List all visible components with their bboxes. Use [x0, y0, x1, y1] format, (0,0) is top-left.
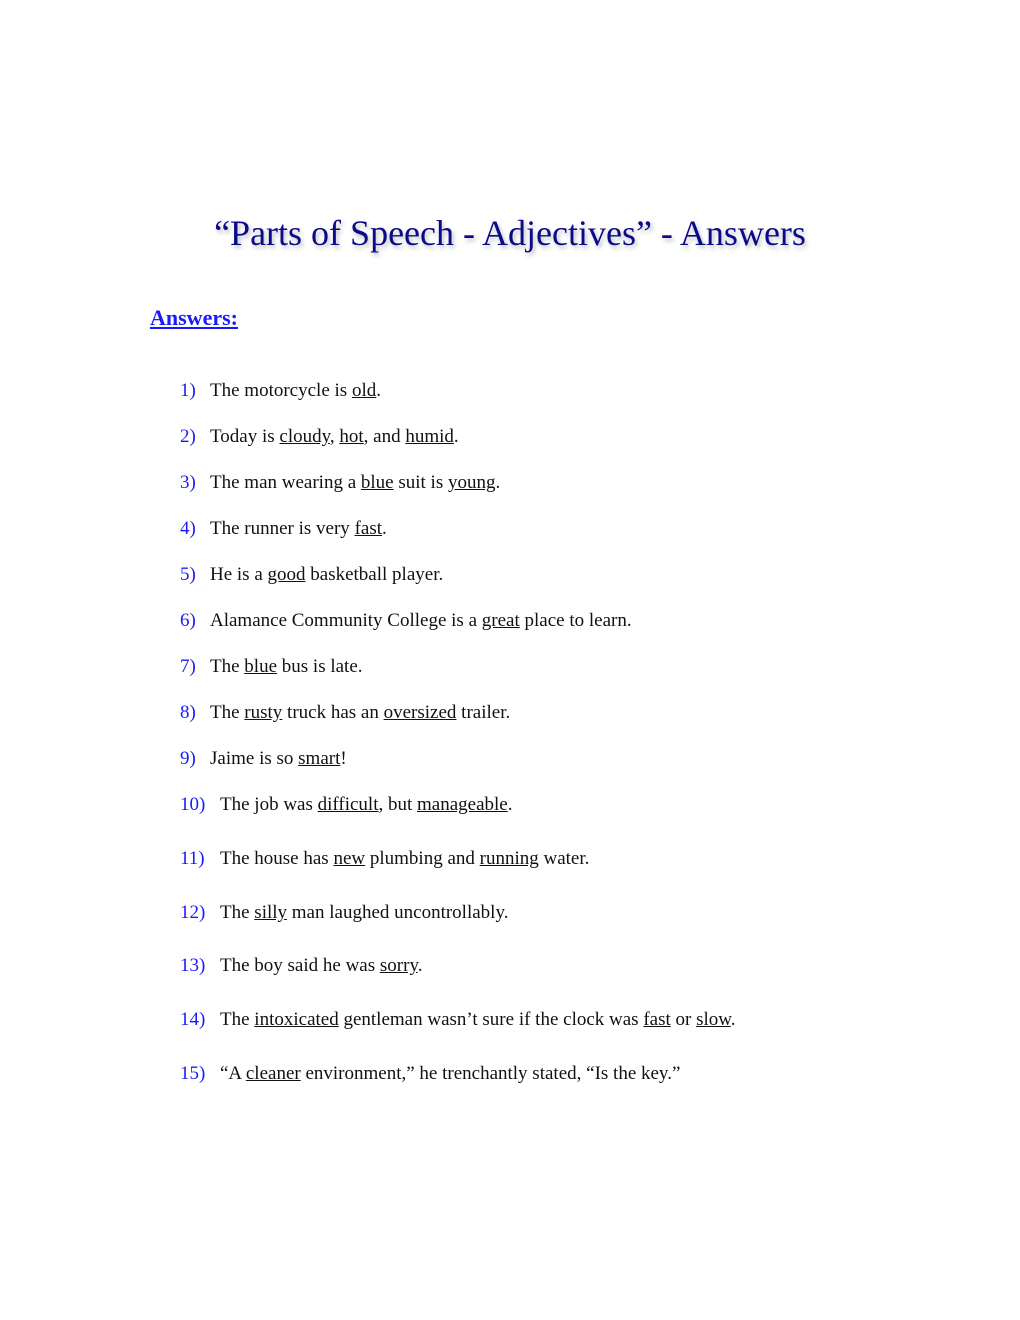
sentence-text: The [220, 902, 255, 923]
adjective-answer: blue [244, 656, 278, 677]
item-number: 8) [180, 702, 196, 723]
sentence-text: The [220, 1009, 255, 1030]
adjective-answer: hot [339, 426, 364, 447]
sentence-text: The [210, 656, 245, 677]
sentence-text: man laughed uncontrollably. [287, 902, 509, 923]
adjective-answer: blue [360, 472, 394, 493]
item-number: 4) [180, 518, 196, 539]
item-number: 12) [180, 902, 206, 923]
sentence-text: . [453, 426, 459, 447]
answer-item [180, 610, 632, 632]
sentence-text: water. [538, 848, 590, 869]
adjective-answer: great [481, 610, 520, 631]
adjective-answer: running [479, 848, 539, 869]
answer-item [180, 518, 387, 540]
sentence-text: . [417, 955, 423, 976]
adjective-answer: slow [696, 1009, 731, 1030]
answers-heading: Answers: [150, 305, 238, 330]
adjective-answer: smart [298, 748, 341, 769]
item-number: 15) [180, 1063, 206, 1084]
answer-item [180, 748, 347, 770]
sentence-text: He is a [210, 564, 268, 585]
sentence-text: . [382, 518, 387, 539]
answer-item [180, 472, 500, 494]
sentence-text: suit is [393, 472, 448, 493]
item-number: 14) [180, 1009, 206, 1030]
sentence-text: . [376, 380, 381, 401]
sentence-text: truck has an [282, 702, 384, 723]
answer-item [180, 848, 589, 870]
sentence-text: . [495, 472, 501, 493]
answer-item [180, 564, 443, 586]
adjective-answer: fast [643, 1009, 671, 1030]
adjective-answer: manageable [417, 794, 508, 815]
adjective-answer: rusty [244, 702, 283, 723]
answer-item [180, 380, 381, 402]
item-number: 6) [180, 610, 196, 631]
item-number: 5) [180, 564, 196, 585]
item-number: 2) [180, 426, 196, 447]
adjective-answer: new [333, 848, 366, 869]
item-number: 10) [180, 794, 206, 815]
sentence-text: basketball player. [305, 564, 444, 585]
sentence-text: plumbing and [365, 848, 480, 869]
sentence-text: bus is late. [277, 656, 363, 677]
sentence-text: The house has [220, 848, 334, 869]
sentence-text: Alamance Community College is a [210, 610, 482, 631]
sentence-text: or [670, 1009, 697, 1030]
adjective-answer: good [267, 564, 306, 585]
adjective-answer: difficult [317, 794, 379, 815]
sentence-text: trailer. [456, 702, 511, 723]
adjective-answer: intoxicated [254, 1009, 339, 1030]
item-number: 9) [180, 748, 196, 769]
sentence-text: , [329, 426, 340, 447]
adjective-answer: cleaner [245, 1063, 301, 1084]
sentence-text: The runner is very [210, 518, 355, 539]
sentence-text: gentleman wasn’t sure if the clock was [338, 1009, 644, 1030]
sentence-text: place to learn. [519, 610, 632, 631]
sentence-text: environment,” he trenchantly stated, “Is the key.” [300, 1063, 681, 1084]
sentence-text: Today is [210, 426, 280, 447]
item-number: 7) [180, 656, 196, 677]
sentence-text: . [730, 1009, 736, 1030]
adjective-answer: sorry [379, 955, 418, 976]
sentence-text: “A [220, 1063, 246, 1084]
item-number: 11) [180, 848, 205, 869]
sentence-text: The motorcycle is [210, 380, 352, 401]
sentence-text: The man wearing a [210, 472, 361, 493]
page-title: “Parts of Speech - Adjectives” - Answers [214, 213, 806, 253]
sentence-text: . [507, 794, 513, 815]
adjective-answer: old [351, 380, 377, 401]
answer-item [180, 1063, 680, 1085]
item-number: 13) [180, 955, 206, 976]
answer-item [180, 794, 513, 816]
answer-item [180, 702, 510, 724]
answer-item [180, 656, 363, 678]
adjective-answer: humid [405, 426, 454, 447]
answer-item [180, 902, 508, 924]
sentence-text: The boy said he was [220, 955, 380, 976]
sentence-text: , but [378, 794, 418, 815]
item-number: 1) [180, 380, 196, 401]
answer-item [180, 1009, 736, 1031]
sentence-text: , and [363, 426, 406, 447]
sentence-text: The [210, 702, 245, 723]
answer-item [180, 955, 422, 977]
adjective-answer: cloudy [279, 426, 330, 447]
adjective-answer: oversized [383, 702, 457, 723]
sentence-text: Jaime is so [210, 748, 299, 769]
adjective-answer: fast [354, 518, 382, 539]
answer-item [180, 426, 459, 448]
sentence-text: ! [340, 748, 347, 769]
adjective-answer: silly [254, 902, 288, 923]
sentence-text: The job was [220, 794, 318, 815]
adjective-answer: young [447, 472, 496, 493]
item-number: 3) [180, 472, 196, 493]
